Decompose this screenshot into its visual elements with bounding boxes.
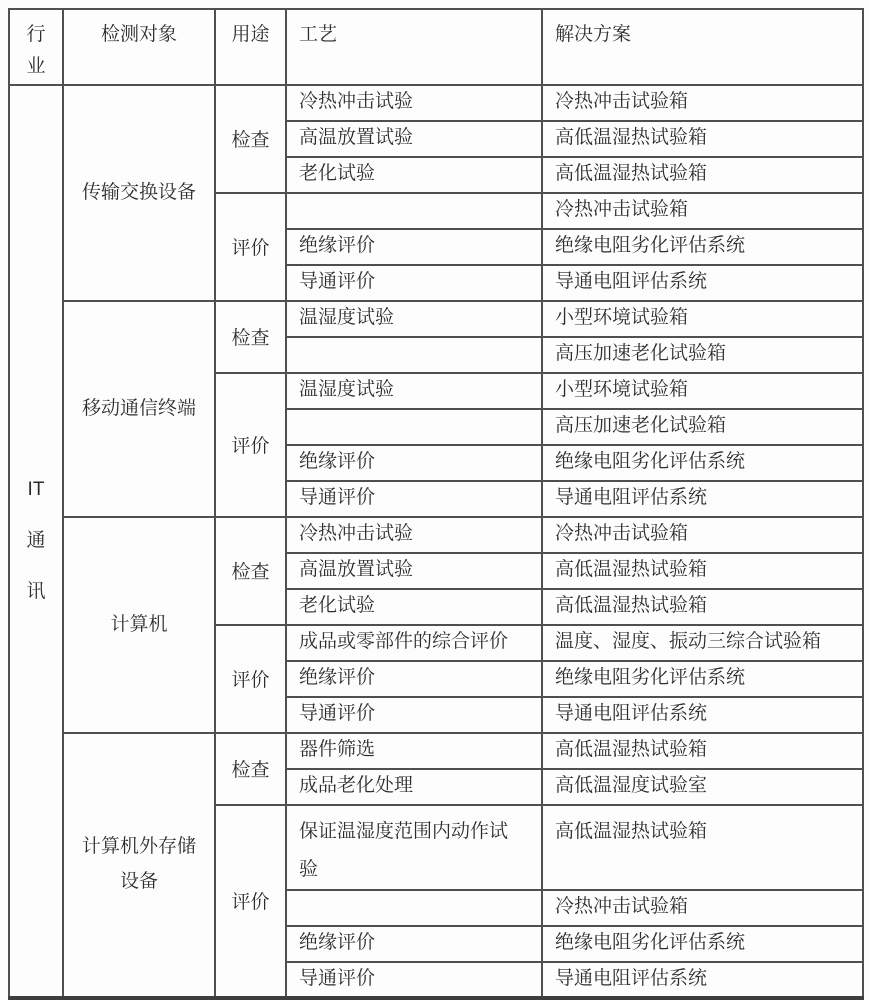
table-row (9, 85, 863, 121)
solution-cell: 高压加速老化试验箱 (542, 409, 863, 445)
solution-cell: 小型环境试验箱 (542, 373, 863, 409)
process-cell: 保证温湿度范围内动作试验 (286, 805, 542, 890)
target-cell-external-storage: 计算机外存储设备 (63, 733, 215, 998)
process-cell: 老化试验 (286, 589, 542, 625)
process-cell-empty (286, 890, 542, 926)
solution-cell: 高压加速老化试验箱 (542, 337, 863, 373)
process-cell: 温湿度试验 (286, 301, 542, 337)
target-cell-mobile-terminal: 移动通信终端 (63, 301, 215, 517)
table-header (9, 9, 863, 85)
header-solution: 解决方案 (542, 9, 863, 85)
process-cell: 导通评价 (286, 481, 542, 517)
usage-cell-inspection: 检查 (215, 301, 286, 373)
test-solutions-table (8, 8, 864, 1000)
solution-cell: 高低温湿热试验箱 (542, 805, 863, 890)
usage-cell-evaluation: 评价 (215, 373, 286, 517)
scanned-table-page (8, 8, 864, 1000)
table-row (9, 733, 863, 769)
header-row (9, 9, 863, 85)
process-cell: 导通评价 (286, 962, 542, 998)
solution-cell: 冷热冲击试验箱 (542, 890, 863, 926)
process-cell: 器件筛选 (286, 733, 542, 769)
usage-cell-inspection: 检查 (215, 85, 286, 193)
process-cell: 绝缘评价 (286, 661, 542, 697)
process-cell: 温湿度试验 (286, 373, 542, 409)
process-cell: 成品老化处理 (286, 769, 542, 805)
process-cell: 导通评价 (286, 265, 542, 301)
usage-cell-evaluation: 评价 (215, 193, 286, 301)
process-cell: 绝缘评价 (286, 445, 542, 481)
solution-cell: 温度、湿度、振动三综合试验箱 (542, 625, 863, 661)
process-cell-empty (286, 409, 542, 445)
solution-cell: 冷热冲击试验箱 (542, 517, 863, 553)
header-process: 工艺 (286, 9, 542, 85)
process-cell-empty (286, 193, 542, 229)
process-cell: 冷热冲击试验 (286, 517, 542, 553)
solution-cell: 绝缘电阻劣化评估系统 (542, 445, 863, 481)
usage-cell-evaluation: 评价 (215, 805, 286, 998)
solution-cell: 绝缘电阻劣化评估系统 (542, 661, 863, 697)
solution-cell: 导通电阻评估系统 (542, 697, 863, 733)
target-cell-computer: 计算机 (63, 517, 215, 733)
process-cell: 老化试验 (286, 157, 542, 193)
solution-cell: 高低温湿热试验箱 (542, 121, 863, 157)
process-cell: 高温放置试验 (286, 553, 542, 589)
usage-cell-inspection: 检查 (215, 517, 286, 625)
header-industry: 行业 (9, 9, 63, 85)
solution-cell: 绝缘电阻劣化评估系统 (542, 229, 863, 265)
solution-cell: 高低温湿热试验箱 (542, 733, 863, 769)
solution-cell: 导通电阻评估系统 (542, 265, 863, 301)
solution-cell: 导通电阻评估系统 (542, 481, 863, 517)
process-cell: 导通评价 (286, 697, 542, 733)
process-cell: 高温放置试验 (286, 121, 542, 157)
process-cell: 绝缘评价 (286, 229, 542, 265)
process-cell: 冷热冲击试验 (286, 85, 542, 121)
solution-cell: 高低温湿热试验箱 (542, 589, 863, 625)
solution-cell: 绝缘电阻劣化评估系统 (542, 926, 863, 962)
usage-cell-evaluation: 评价 (215, 625, 286, 733)
solution-cell: 高低温湿热试验箱 (542, 157, 863, 193)
target-cell-transmission-switching: 传输交换设备 (63, 85, 215, 301)
process-cell-empty (286, 337, 542, 373)
table-row (9, 301, 863, 337)
industry-cell: IT通讯 (9, 85, 63, 998)
usage-cell-inspection: 检查 (215, 733, 286, 805)
solution-cell: 高低温湿度试验室 (542, 769, 863, 805)
solution-cell: 高低温湿热试验箱 (542, 553, 863, 589)
header-target: 检测对象 (63, 9, 215, 85)
solution-cell: 冷热冲击试验箱 (542, 85, 863, 121)
table-row (9, 517, 863, 553)
solution-cell: 小型环境试验箱 (542, 301, 863, 337)
process-cell: 成品或零部件的综合评价 (286, 625, 542, 661)
solution-cell: 冷热冲击试验箱 (542, 193, 863, 229)
process-cell: 绝缘评价 (286, 926, 542, 962)
header-usage: 用途 (215, 9, 286, 85)
table-body (9, 85, 863, 998)
solution-cell: 导通电阻评估系统 (542, 962, 863, 998)
